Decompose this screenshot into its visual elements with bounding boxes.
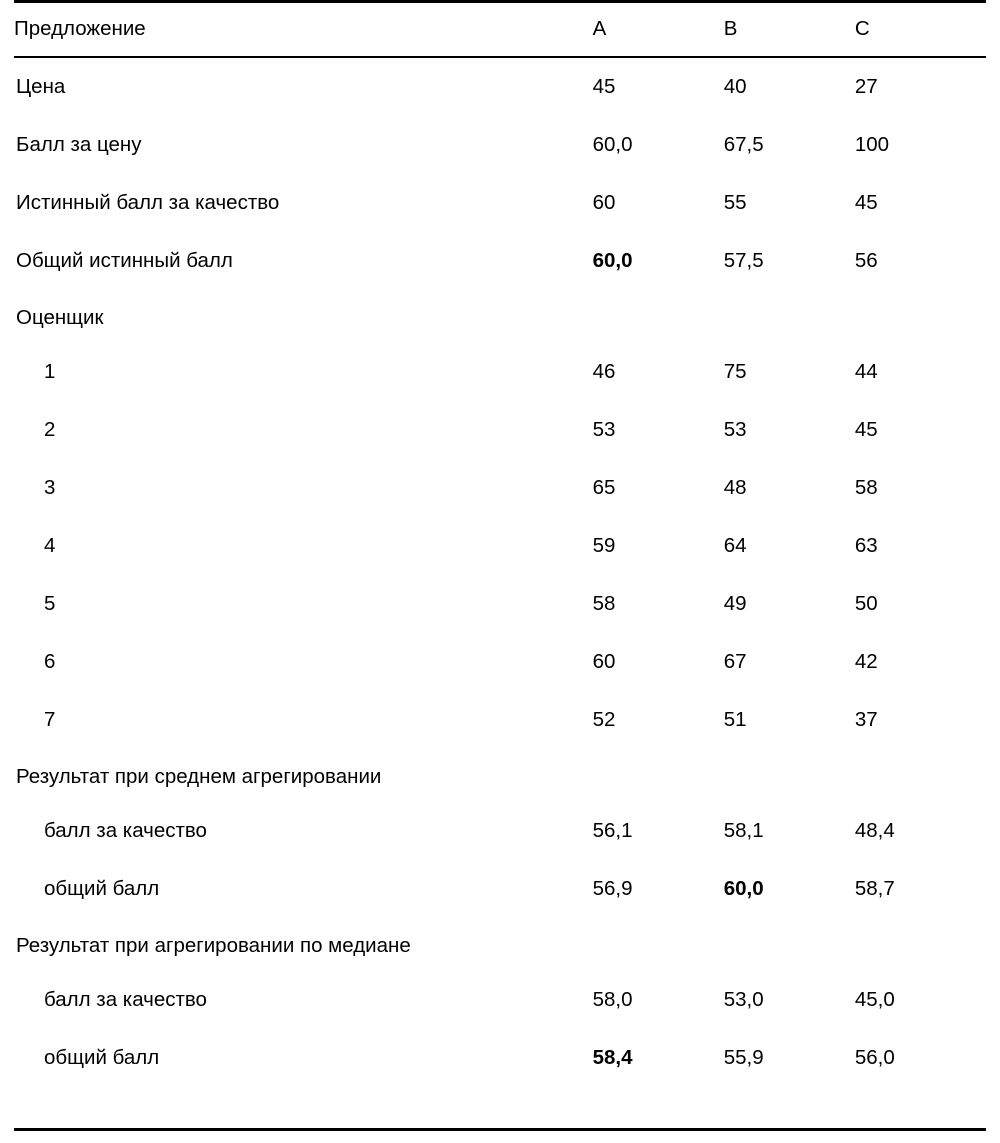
row-label: Оценщик: [16, 306, 104, 329]
row-value-b: 60,0: [723, 877, 764, 900]
row-label: Общий истинный балл: [16, 249, 233, 272]
row-value-c: 100: [854, 133, 890, 156]
row-value-a: 60: [592, 191, 616, 214]
row-value-c: 50: [854, 592, 878, 615]
column-header-b: B: [723, 17, 738, 40]
row-value-c: [855, 918, 986, 971]
row-label: Результат при агрегировании по медиане: [16, 934, 411, 957]
row-label: общий балл: [44, 877, 160, 900]
row-value-a: 52: [592, 708, 616, 731]
row-value-a: [593, 918, 724, 971]
row-value-a: 56,1: [592, 819, 633, 842]
row-value-a: 46: [592, 360, 616, 383]
row-value-a: 59: [592, 534, 616, 557]
table-row: [14, 174, 986, 232]
table-row: [14, 575, 986, 633]
row-label: 3: [44, 476, 56, 499]
row-value-b: 55,9: [723, 1046, 764, 1069]
row-value-a: 60,0: [592, 133, 633, 156]
row-value-b: 75: [723, 360, 747, 383]
row-value-a: 60: [592, 650, 616, 673]
table-bottom-rule: [14, 1128, 986, 1131]
row-value-c: 44: [854, 360, 878, 383]
comparison-table: [14, 0, 986, 1087]
row-value-b: 55: [723, 191, 747, 214]
table-row: [14, 57, 986, 116]
table-header-row: [14, 2, 986, 58]
row-value-b: 51: [723, 708, 747, 731]
row-value-a: 58,4: [592, 1046, 633, 1069]
row-label: Истинный балл за качество: [16, 191, 280, 214]
row-value-a: 45: [592, 75, 616, 98]
row-value-b: 64: [723, 534, 747, 557]
row-label: 4: [44, 534, 56, 557]
row-value-c: 45: [854, 418, 878, 441]
row-value-b: 67: [723, 650, 747, 673]
table-row: [14, 802, 986, 860]
table-header: [14, 2, 986, 58]
table-row: [14, 691, 986, 749]
row-value-c: 45,0: [854, 988, 895, 1011]
table-row: [14, 459, 986, 517]
table-row: [14, 343, 986, 401]
row-value-b: [724, 749, 855, 802]
table-row: [14, 401, 986, 459]
column-header-a: A: [592, 17, 607, 40]
table-row: [14, 749, 986, 802]
table-row: [14, 517, 986, 575]
row-value-b: 53: [723, 418, 747, 441]
row-value-c: [855, 749, 986, 802]
row-label: 5: [44, 592, 56, 615]
table-row: [14, 971, 986, 1029]
row-value-a: [593, 749, 724, 802]
row-value-c: 58: [854, 476, 878, 499]
row-value-a: 58,0: [592, 988, 633, 1011]
row-value-a: 60,0: [592, 249, 633, 272]
row-value-c: 63: [854, 534, 878, 557]
row-value-a: 58: [592, 592, 616, 615]
row-label: балл за качество: [44, 988, 207, 1011]
row-value-b: 53,0: [723, 988, 764, 1011]
row-value-c: 58,7: [854, 877, 895, 900]
row-value-c: 56,0: [854, 1046, 895, 1069]
row-value-a: 65: [592, 476, 616, 499]
table-row: [14, 116, 986, 174]
row-label: 7: [44, 708, 56, 731]
row-value-b: 58,1: [723, 819, 764, 842]
row-label: Балл за цену: [16, 133, 142, 156]
row-value-a: [593, 290, 724, 343]
row-value-c: [855, 290, 986, 343]
row-value-a: 53: [592, 418, 616, 441]
row-value-c: 42: [854, 650, 878, 673]
row-value-c: 48,4: [854, 819, 895, 842]
table-body: [14, 57, 986, 1087]
column-header-c: C: [854, 17, 870, 40]
table-row: [14, 633, 986, 691]
row-label: 2: [44, 418, 56, 441]
row-label: 6: [44, 650, 56, 673]
row-value-c: 56: [854, 249, 878, 272]
table-row: [14, 290, 986, 343]
row-label: балл за качество: [44, 819, 207, 842]
row-value-b: 49: [723, 592, 747, 615]
row-value-b: [724, 918, 855, 971]
table-row: [14, 860, 986, 918]
row-value-a: 56,9: [592, 877, 633, 900]
row-value-c: 37: [854, 708, 878, 731]
row-value-c: 27: [854, 75, 878, 98]
row-label: 1: [44, 360, 56, 383]
row-value-b: 67,5: [723, 133, 764, 156]
row-label: общий балл: [44, 1046, 160, 1069]
row-value-b: 57,5: [723, 249, 764, 272]
table-row: [14, 232, 986, 290]
table-row: [14, 918, 986, 971]
row-value-c: 45: [854, 191, 878, 214]
column-header-label: Предложение: [14, 17, 146, 40]
row-value-b: 40: [723, 75, 747, 98]
table-row: [14, 1029, 986, 1087]
row-value-b: [724, 290, 855, 343]
row-value-b: 48: [723, 476, 747, 499]
row-label: Цена: [16, 75, 66, 98]
row-label: Результат при среднем агрегировании: [16, 765, 382, 788]
